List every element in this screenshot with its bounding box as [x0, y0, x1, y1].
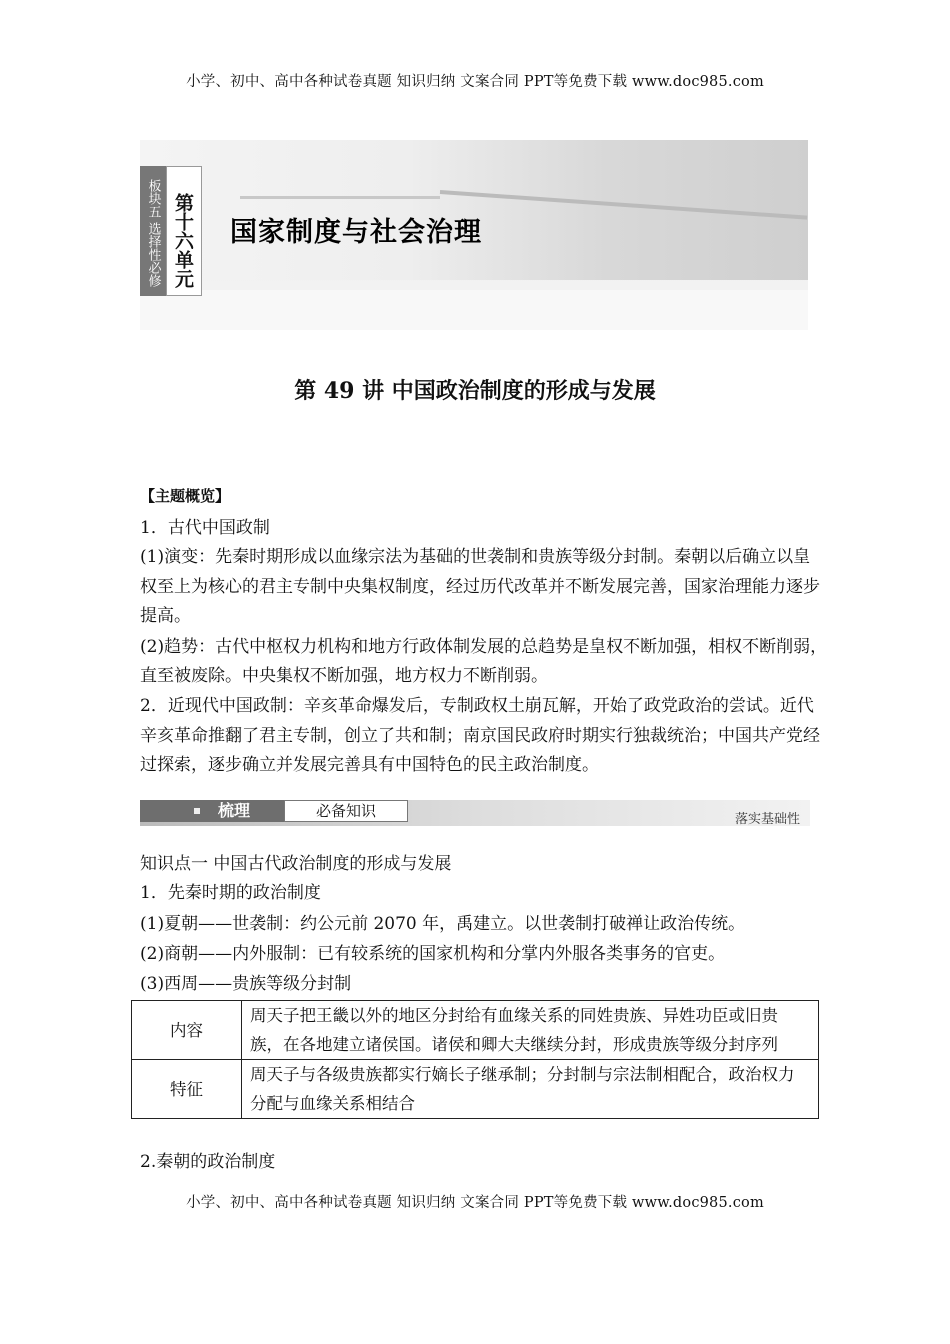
- section-bar-sublabel: 必备知识: [284, 800, 408, 822]
- knowledge-line: 1．先秦时期的政治制度: [140, 883, 321, 903]
- unit-tag: 第十六单元: [166, 166, 202, 296]
- overview-line: 直至被废除。中央集权不断加强，地方权力不断削弱。: [140, 666, 548, 686]
- overview-line: 辛亥革命推翻了君主专制，创立了共和制；南京国民政府时期实行独裁统治；中国共产党经: [140, 726, 820, 746]
- table-key: 内容: [132, 1001, 242, 1060]
- page-header: 小学、初中、高中各种试卷真题 知识归纳 文案合同 PPT等免费下载 www.doc985.com: [186, 74, 764, 90]
- table-row: [132, 1060, 819, 1119]
- section-tag: 板块五 选择性必修: [140, 166, 166, 296]
- next-heading: 2.秦朝的政治制度: [140, 1152, 276, 1172]
- unit-title: 国家制度与社会治理: [230, 217, 482, 248]
- section-bar-dark: [140, 800, 284, 822]
- page-footer: 小学、初中、高中各种试卷真题 知识归纳 文案合同 PPT等免费下载 www.doc985.com: [186, 1195, 764, 1211]
- section-bar-label: 梳理: [218, 801, 251, 820]
- overview-line: (2)趋势：古代中枢权力机构和地方行政体制发展的总趋势是皇权不断加强，相权不断削弱，: [140, 637, 828, 657]
- overview-line: (1)演变：先秦时期形成以血缘宗法为基础的世袭制和贵族等级分封制。秦朝以后确立以皇: [140, 547, 811, 567]
- section-bar-right-label: 落实基础性: [734, 812, 800, 827]
- banner-bottom: [140, 290, 808, 330]
- pier-graphic: [240, 196, 440, 199]
- square-bullet-icon: [194, 808, 200, 814]
- knowledge-line: (1)夏朝——世袭制：约公元前 2070 年，禹建立。以世袭制打破禅让政治传统。: [140, 914, 746, 934]
- knowledge-line: (2)商朝——内外服制：已有较系统的国家机构和分掌内外服各类事务的官吏。: [140, 944, 726, 964]
- overview-line: 提高。: [140, 606, 191, 626]
- overview-line: 2．近现代中国政制：辛亥革命爆发后，专制政权土崩瓦解，开始了政党政治的尝试。近代: [140, 696, 814, 716]
- section-bar: [140, 800, 810, 826]
- overview-heading: 【主题概览】: [140, 487, 231, 505]
- knowledge-line: 知识点一 中国古代政治制度的形成与发展: [140, 854, 452, 874]
- overview-line: 1．古代中国政制: [140, 518, 270, 538]
- western-zhou-table: [131, 1000, 819, 1119]
- table-key: 特征: [132, 1060, 242, 1119]
- knowledge-line: (3)西周——贵族等级分封制: [140, 974, 352, 994]
- overview-line: 过探索，逐步确立并发展完善具有中国特色的民主政治制度。: [140, 755, 599, 775]
- table-value: 周天子与各级贵族都实行嫡长子继承制；分封制与宗法制相配合，政治权力分配与血缘关系相结合: [242, 1060, 819, 1119]
- overview-line: 权至上为核心的君主专制中央集权制度，经过历代改革并不断发展完善，国家治理能力逐步: [140, 577, 820, 597]
- table-value: 周天子把王畿以外的地区分封给有血缘关系的同姓贵族、异姓功臣或旧贵族，在各地建立诸侯国。诸侯和卿大夫继续分封，形成贵族等级分封序列: [242, 1001, 819, 1060]
- table-row: [132, 1001, 819, 1060]
- lecture-title: 第 49 讲 中国政治制度的形成与发展: [294, 378, 656, 404]
